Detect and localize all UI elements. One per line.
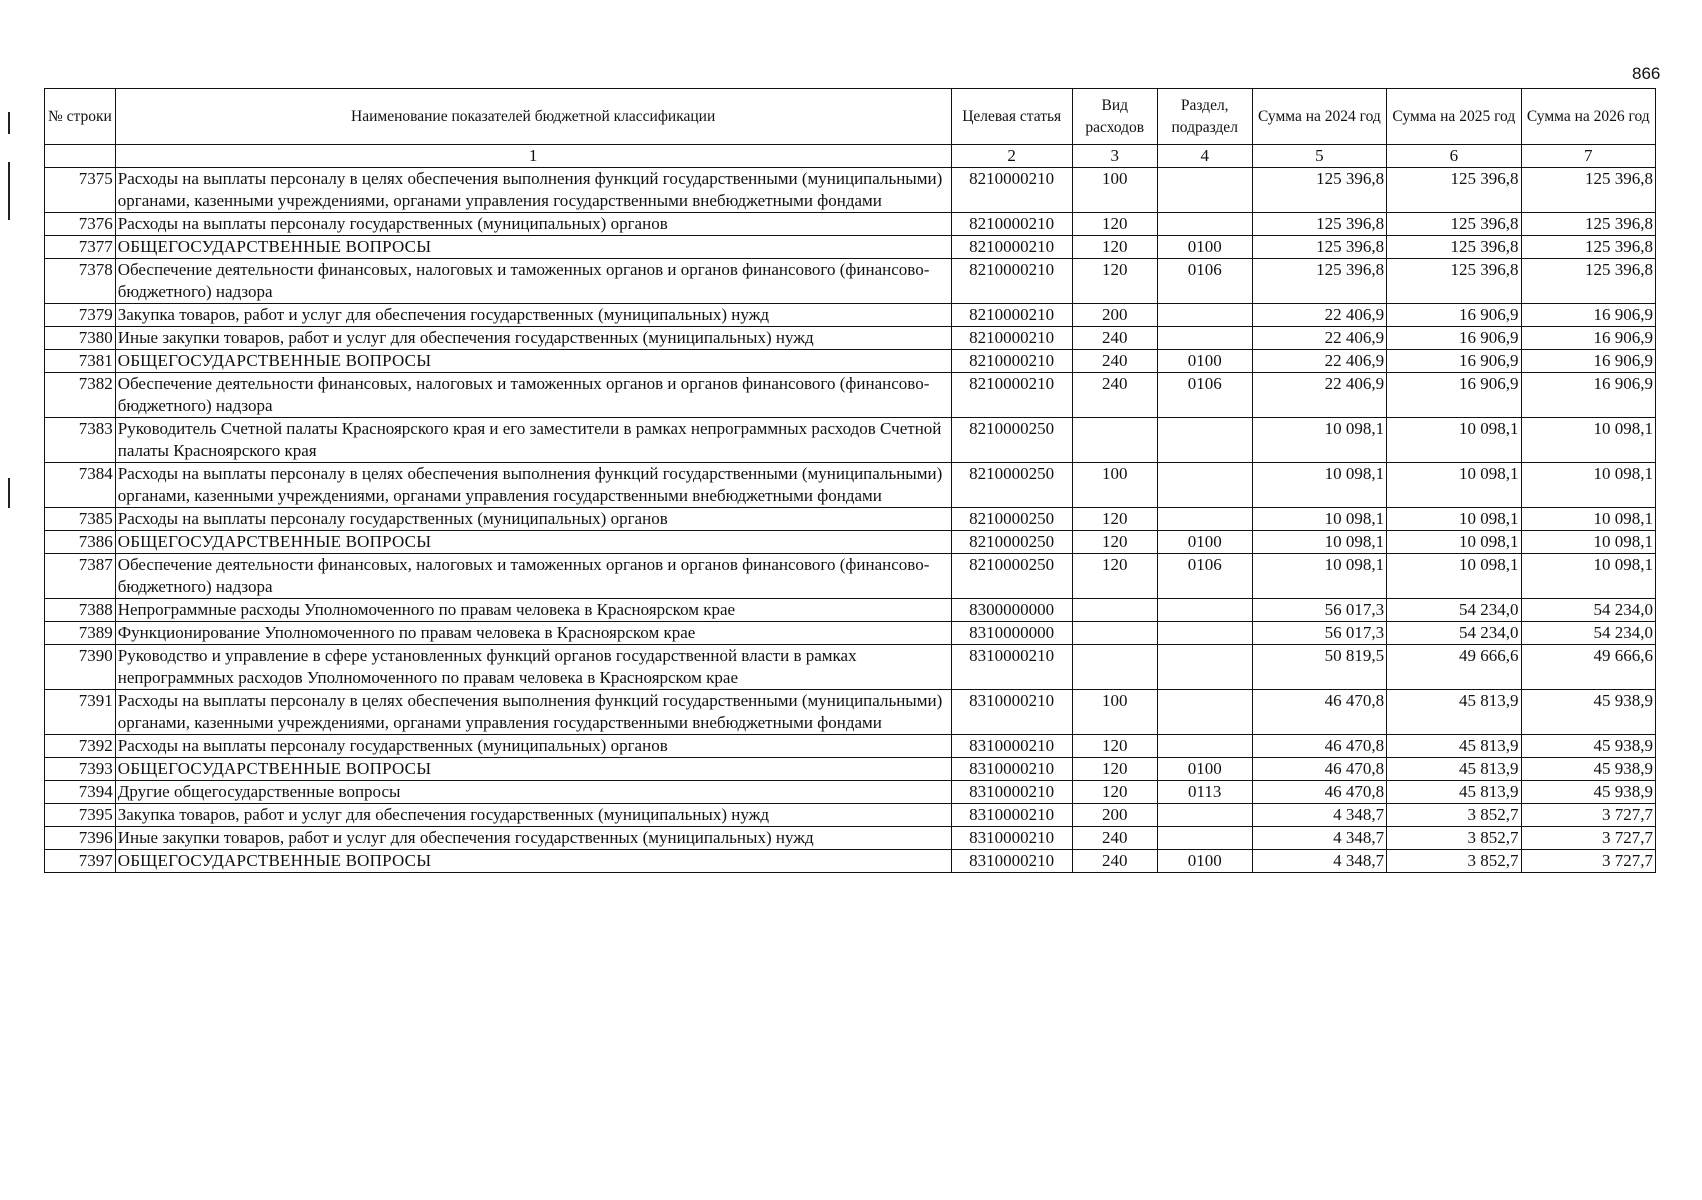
row-target-article: 8210000250: [951, 508, 1072, 531]
row-sum-2026: 45 938,9: [1521, 690, 1655, 735]
col-header-section: Раздел, подраздел: [1157, 89, 1252, 145]
table-body: [45, 168, 1656, 873]
row-expense-kind: 120: [1072, 781, 1157, 804]
row-expense-kind: [1072, 418, 1157, 463]
table-row: [45, 758, 1656, 781]
row-sum-2026: 10 098,1: [1521, 554, 1655, 599]
row-number: 7376: [45, 213, 116, 236]
row-expense-kind: 120: [1072, 735, 1157, 758]
row-sum-2025: 10 098,1: [1387, 531, 1521, 554]
row-sum-2025: 125 396,8: [1387, 236, 1521, 259]
row-sum-2024: 22 406,9: [1252, 327, 1386, 350]
row-section: [1157, 735, 1252, 758]
row-sum-2024: 46 470,8: [1252, 781, 1386, 804]
row-expense-kind: 120: [1072, 758, 1157, 781]
row-number: 7395: [45, 804, 116, 827]
row-sum-2024: 56 017,3: [1252, 599, 1386, 622]
row-name: Расходы на выплаты персоналу в целях обеспечения выполнения функций государственными (муниципальными) органами, казенными учреждениями, органами управления государственными внебюджетными фондами: [115, 690, 951, 735]
row-target-article: 8210000250: [951, 531, 1072, 554]
col-header-name: Наименование показателей бюджетной классификации: [115, 89, 951, 145]
row-number: 7377: [45, 236, 116, 259]
row-sum-2026: 16 906,9: [1521, 350, 1655, 373]
row-section: [1157, 327, 1252, 350]
row-section: [1157, 804, 1252, 827]
row-section: 0106: [1157, 554, 1252, 599]
row-name: Иные закупки товаров, работ и услуг для обеспечения государственных (муниципальных) нужд: [115, 827, 951, 850]
row-sum-2025: 54 234,0: [1387, 599, 1521, 622]
column-number: 2: [951, 145, 1072, 168]
table-row: [45, 508, 1656, 531]
scan-margin-mark: [8, 478, 10, 508]
table-header-row: [45, 89, 1656, 145]
row-sum-2025: 10 098,1: [1387, 508, 1521, 531]
row-sum-2025: 3 852,7: [1387, 827, 1521, 850]
column-number: 4: [1157, 145, 1252, 168]
table-row: [45, 781, 1656, 804]
row-expense-kind: 120: [1072, 259, 1157, 304]
table-row: [45, 804, 1656, 827]
row-sum-2025: 10 098,1: [1387, 554, 1521, 599]
row-sum-2026: 45 938,9: [1521, 735, 1655, 758]
scan-margin-mark: [8, 162, 10, 220]
row-section: [1157, 463, 1252, 508]
row-name: Обеспечение деятельности финансовых, налоговых и таможенных органов и органов финансового (финансово-бюджетного) надзора: [115, 373, 951, 418]
row-sum-2024: 10 098,1: [1252, 418, 1386, 463]
row-section: 0100: [1157, 758, 1252, 781]
row-section: [1157, 213, 1252, 236]
row-sum-2025: 45 813,9: [1387, 735, 1521, 758]
table-row: [45, 850, 1656, 873]
row-name: Закупка товаров, работ и услуг для обеспечения государственных (муниципальных) нужд: [115, 304, 951, 327]
row-number: 7383: [45, 418, 116, 463]
col-header-row-no: № строки: [45, 89, 116, 145]
row-name: Функционирование Уполномоченного по правам человека в Красноярском крае: [115, 622, 951, 645]
row-sum-2026: 10 098,1: [1521, 508, 1655, 531]
row-target-article: 8310000210: [951, 804, 1072, 827]
row-target-article: 8210000210: [951, 259, 1072, 304]
row-number: 7396: [45, 827, 116, 850]
row-sum-2025: 125 396,8: [1387, 259, 1521, 304]
row-target-article: 8210000210: [951, 350, 1072, 373]
row-name: Иные закупки товаров, работ и услуг для обеспечения государственных (муниципальных) нужд: [115, 327, 951, 350]
row-sum-2024: 22 406,9: [1252, 304, 1386, 327]
table-row: [45, 554, 1656, 599]
row-number: 7390: [45, 645, 116, 690]
row-sum-2024: 4 348,7: [1252, 827, 1386, 850]
row-sum-2026: 49 666,6: [1521, 645, 1655, 690]
column-number: 3: [1072, 145, 1157, 168]
row-name: Обеспечение деятельности финансовых, налоговых и таможенных органов и органов финансового (финансово-бюджетного) надзора: [115, 554, 951, 599]
row-number: 7380: [45, 327, 116, 350]
column-numbers-row: [45, 145, 1656, 168]
row-sum-2025: 16 906,9: [1387, 373, 1521, 418]
table-row: [45, 350, 1656, 373]
row-sum-2026: 10 098,1: [1521, 418, 1655, 463]
table-row: [45, 599, 1656, 622]
row-sum-2026: 54 234,0: [1521, 622, 1655, 645]
row-expense-kind: 120: [1072, 554, 1157, 599]
row-sum-2024: 4 348,7: [1252, 850, 1386, 873]
col-header-target: Целевая статья: [951, 89, 1072, 145]
row-sum-2026: 16 906,9: [1521, 327, 1655, 350]
row-section: 0100: [1157, 531, 1252, 554]
row-number: 7391: [45, 690, 116, 735]
row-number: 7381: [45, 350, 116, 373]
row-section: [1157, 304, 1252, 327]
row-sum-2024: 10 098,1: [1252, 508, 1386, 531]
row-target-article: 8210000210: [951, 327, 1072, 350]
row-target-article: 8210000210: [951, 236, 1072, 259]
row-sum-2024: 46 470,8: [1252, 758, 1386, 781]
row-sum-2026: 45 938,9: [1521, 781, 1655, 804]
col-header-sum-2024: Сумма на 2024 год: [1252, 89, 1386, 145]
row-name: Руководитель Счетной палаты Красноярского края и его заместители в рамках непрограммных расходов Счетной палаты Красноярского края: [115, 418, 951, 463]
table-row: [45, 213, 1656, 236]
table-row: [45, 463, 1656, 508]
table-row: [45, 622, 1656, 645]
column-number: 5: [1252, 145, 1386, 168]
row-expense-kind: 200: [1072, 304, 1157, 327]
row-target-article: 8310000210: [951, 645, 1072, 690]
row-section: 0100: [1157, 236, 1252, 259]
table-row: [45, 373, 1656, 418]
row-section: [1157, 645, 1252, 690]
row-expense-kind: [1072, 599, 1157, 622]
row-name: ОБЩЕГОСУДАРСТВЕННЫЕ ВОПРОСЫ: [115, 531, 951, 554]
table-row: [45, 236, 1656, 259]
row-name: ОБЩЕГОСУДАРСТВЕННЫЕ ВОПРОСЫ: [115, 758, 951, 781]
row-name: Расходы на выплаты персоналу государственных (муниципальных) органов: [115, 735, 951, 758]
row-target-article: 8210000210: [951, 304, 1072, 327]
row-section: 0100: [1157, 850, 1252, 873]
row-expense-kind: [1072, 622, 1157, 645]
row-section: [1157, 599, 1252, 622]
row-sum-2026: 3 727,7: [1521, 804, 1655, 827]
row-expense-kind: 120: [1072, 236, 1157, 259]
row-sum-2025: 16 906,9: [1387, 350, 1521, 373]
row-sum-2024: 22 406,9: [1252, 350, 1386, 373]
row-number: 7384: [45, 463, 116, 508]
row-expense-kind: [1072, 645, 1157, 690]
row-number: 7375: [45, 168, 116, 213]
row-name: Закупка товаров, работ и услуг для обеспечения государственных (муниципальных) нужд: [115, 804, 951, 827]
row-sum-2024: 56 017,3: [1252, 622, 1386, 645]
row-sum-2025: 54 234,0: [1387, 622, 1521, 645]
row-sum-2026: 45 938,9: [1521, 758, 1655, 781]
row-expense-kind: 240: [1072, 350, 1157, 373]
row-name: Руководство и управление в сфере установленных функций органов государственной власти в рамках непрограммных расходов Уполномоченного по правам человека в Красноярском крае: [115, 645, 951, 690]
row-name: ОБЩЕГОСУДАРСТВЕННЫЕ ВОПРОСЫ: [115, 850, 951, 873]
table-row: [45, 690, 1656, 735]
row-expense-kind: 240: [1072, 327, 1157, 350]
row-number: 7397: [45, 850, 116, 873]
row-sum-2024: 22 406,9: [1252, 373, 1386, 418]
row-sum-2024: 125 396,8: [1252, 213, 1386, 236]
row-section: [1157, 418, 1252, 463]
table-row: [45, 304, 1656, 327]
row-name: Расходы на выплаты персоналу в целях обеспечения выполнения функций государственными (муниципальными) органами, казенными учреждениями, органами управления государственными внебюджетными фондами: [115, 463, 951, 508]
row-number: 7393: [45, 758, 116, 781]
row-section: [1157, 827, 1252, 850]
row-sum-2025: 125 396,8: [1387, 168, 1521, 213]
table-row: [45, 827, 1656, 850]
row-expense-kind: 240: [1072, 850, 1157, 873]
table-row: [45, 735, 1656, 758]
row-target-article: 8310000210: [951, 690, 1072, 735]
row-sum-2024: 125 396,8: [1252, 236, 1386, 259]
row-sum-2025: 10 098,1: [1387, 463, 1521, 508]
row-sum-2025: 16 906,9: [1387, 304, 1521, 327]
row-target-article: 8310000210: [951, 850, 1072, 873]
budget-table: [44, 88, 1656, 873]
table-row: [45, 259, 1656, 304]
col-header-sum-2026: Сумма на 2026 год: [1521, 89, 1655, 145]
row-sum-2026: 125 396,8: [1521, 236, 1655, 259]
row-expense-kind: 100: [1072, 690, 1157, 735]
row-target-article: 8310000210: [951, 735, 1072, 758]
column-number: 6: [1387, 145, 1521, 168]
row-sum-2026: 54 234,0: [1521, 599, 1655, 622]
row-sum-2025: 45 813,9: [1387, 690, 1521, 735]
row-sum-2024: 50 819,5: [1252, 645, 1386, 690]
col-header-sum-2025: Сумма на 2025 год: [1387, 89, 1521, 145]
row-number: 7378: [45, 259, 116, 304]
row-sum-2026: 125 396,8: [1521, 213, 1655, 236]
row-number: 7385: [45, 508, 116, 531]
row-sum-2026: 125 396,8: [1521, 168, 1655, 213]
table-row: [45, 168, 1656, 213]
row-sum-2024: 10 098,1: [1252, 531, 1386, 554]
row-target-article: 8210000210: [951, 213, 1072, 236]
row-name: Другие общегосударственные вопросы: [115, 781, 951, 804]
table-row: [45, 418, 1656, 463]
row-target-article: 8310000210: [951, 758, 1072, 781]
row-target-article: 8210000250: [951, 418, 1072, 463]
row-expense-kind: 100: [1072, 168, 1157, 213]
row-sum-2025: 125 396,8: [1387, 213, 1521, 236]
row-name: Непрограммные расходы Уполномоченного по правам человека в Красноярском крае: [115, 599, 951, 622]
row-sum-2025: 16 906,9: [1387, 327, 1521, 350]
table-row: [45, 645, 1656, 690]
row-sum-2026: 16 906,9: [1521, 373, 1655, 418]
row-expense-kind: 200: [1072, 804, 1157, 827]
row-sum-2024: 46 470,8: [1252, 690, 1386, 735]
row-section: 0100: [1157, 350, 1252, 373]
row-sum-2026: 3 727,7: [1521, 850, 1655, 873]
row-target-article: 8210000250: [951, 554, 1072, 599]
column-number: 1: [115, 145, 951, 168]
row-name: Обеспечение деятельности финансовых, налоговых и таможенных органов и органов финансового (финансово-бюджетного) надзора: [115, 259, 951, 304]
row-name: ОБЩЕГОСУДАРСТВЕННЫЕ ВОПРОСЫ: [115, 236, 951, 259]
row-number: 7387: [45, 554, 116, 599]
row-target-article: 8300000000: [951, 599, 1072, 622]
table-row: [45, 327, 1656, 350]
row-expense-kind: 120: [1072, 508, 1157, 531]
row-number: 7379: [45, 304, 116, 327]
row-number: 7392: [45, 735, 116, 758]
row-target-article: 8210000250: [951, 463, 1072, 508]
row-sum-2025: 3 852,7: [1387, 850, 1521, 873]
row-target-article: 8310000210: [951, 781, 1072, 804]
row-number: 7386: [45, 531, 116, 554]
row-expense-kind: 100: [1072, 463, 1157, 508]
row-number: 7389: [45, 622, 116, 645]
row-target-article: 8210000210: [951, 168, 1072, 213]
row-expense-kind: 240: [1072, 373, 1157, 418]
row-name: ОБЩЕГОСУДАРСТВЕННЫЕ ВОПРОСЫ: [115, 350, 951, 373]
row-section: 0106: [1157, 259, 1252, 304]
row-sum-2026: 10 098,1: [1521, 463, 1655, 508]
row-sum-2024: 125 396,8: [1252, 259, 1386, 304]
row-sum-2024: 4 348,7: [1252, 804, 1386, 827]
row-number: 7388: [45, 599, 116, 622]
row-sum-2025: 45 813,9: [1387, 781, 1521, 804]
row-section: 0113: [1157, 781, 1252, 804]
row-number: 7382: [45, 373, 116, 418]
row-expense-kind: 240: [1072, 827, 1157, 850]
row-expense-kind: 120: [1072, 531, 1157, 554]
row-target-article: 8210000210: [951, 373, 1072, 418]
row-section: [1157, 690, 1252, 735]
row-target-article: 8310000210: [951, 827, 1072, 850]
row-sum-2025: 45 813,9: [1387, 758, 1521, 781]
row-sum-2026: 3 727,7: [1521, 827, 1655, 850]
column-number: 7: [1521, 145, 1655, 168]
row-name: Расходы на выплаты персоналу в целях обеспечения выполнения функций государственными (муниципальными) органами, казенными учреждениями, органами управления государственными внебюджетными фондами: [115, 168, 951, 213]
table-row: [45, 531, 1656, 554]
row-section: [1157, 508, 1252, 531]
row-section: 0106: [1157, 373, 1252, 418]
column-number-blank: [45, 145, 116, 168]
row-sum-2025: 49 666,6: [1387, 645, 1521, 690]
row-expense-kind: 120: [1072, 213, 1157, 236]
row-sum-2024: 10 098,1: [1252, 463, 1386, 508]
row-sum-2026: 125 396,8: [1521, 259, 1655, 304]
row-target-article: 8310000000: [951, 622, 1072, 645]
row-number: 7394: [45, 781, 116, 804]
row-sum-2024: 46 470,8: [1252, 735, 1386, 758]
row-section: [1157, 168, 1252, 213]
page-number: 866: [1632, 64, 1661, 83]
row-sum-2024: 10 098,1: [1252, 554, 1386, 599]
row-sum-2025: 3 852,7: [1387, 804, 1521, 827]
row-name: Расходы на выплаты персоналу государственных (муниципальных) органов: [115, 213, 951, 236]
row-sum-2025: 10 098,1: [1387, 418, 1521, 463]
row-sum-2026: 16 906,9: [1521, 304, 1655, 327]
row-sum-2024: 125 396,8: [1252, 168, 1386, 213]
row-name: Расходы на выплаты персоналу государственных (муниципальных) органов: [115, 508, 951, 531]
row-section: [1157, 622, 1252, 645]
row-sum-2026: 10 098,1: [1521, 531, 1655, 554]
col-header-kind: Вид расходов: [1072, 89, 1157, 145]
scan-margin-mark: [8, 112, 10, 134]
